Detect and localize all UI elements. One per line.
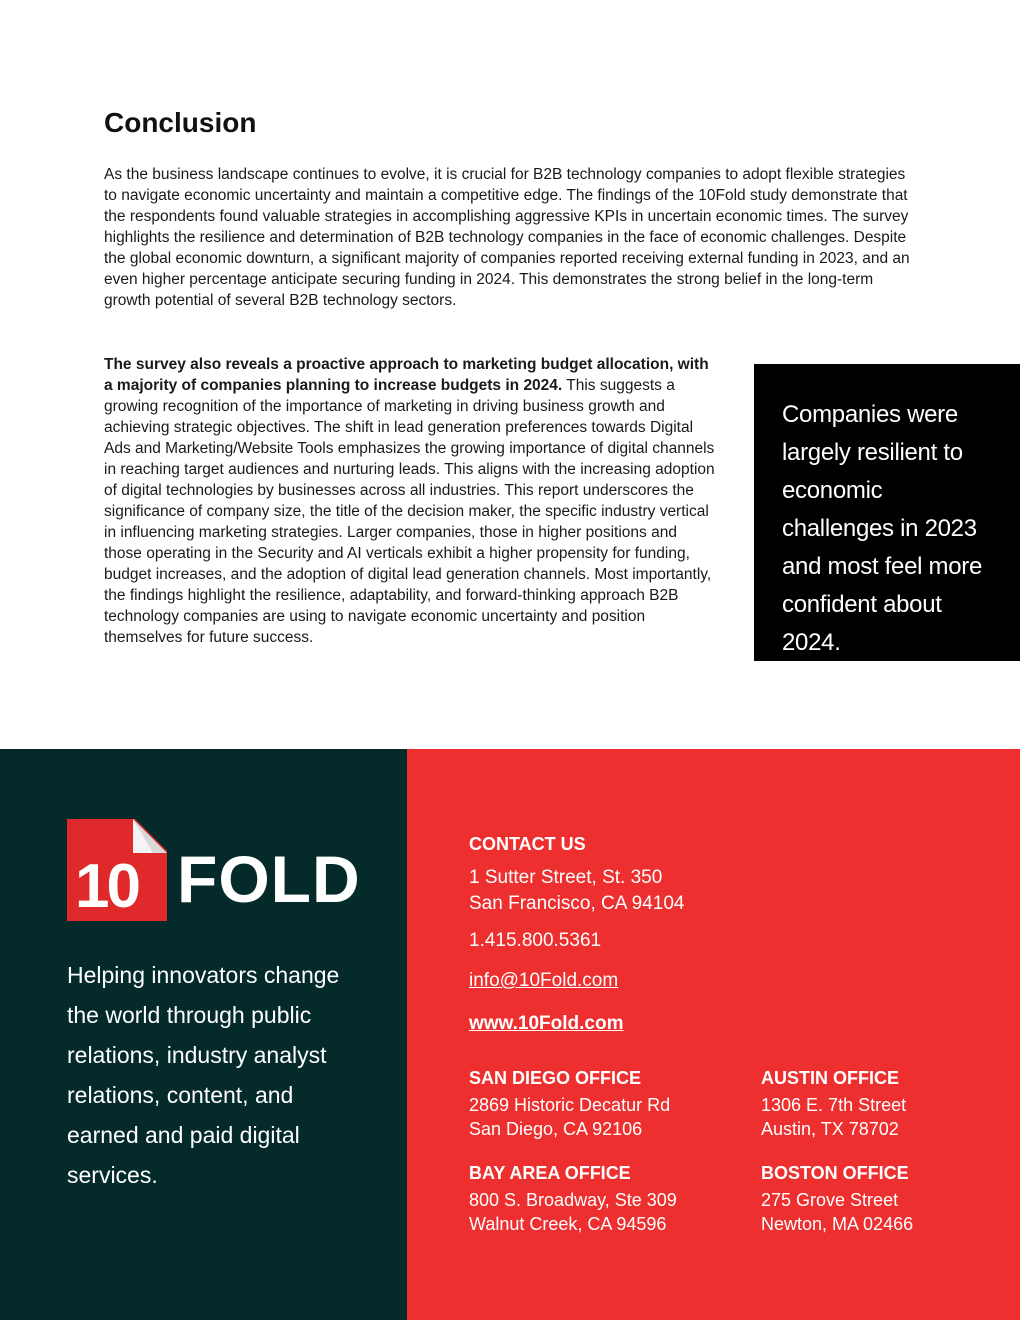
office-address-line-2: Austin, TX 78702 [761, 1119, 899, 1139]
address-line-2: San Francisco, CA 94104 [469, 893, 685, 914]
office-bay-area [469, 1163, 677, 1236]
conclusion-paragraph-2 [104, 354, 716, 648]
office-san-diego [469, 1068, 670, 1141]
office-name: AUSTIN OFFICE [761, 1068, 899, 1088]
office-address-line-2: San Diego, CA 92106 [469, 1119, 643, 1139]
office-address-line-1: 800 S. Broadway, Ste 309 [469, 1190, 677, 1210]
logo-wordmark: FOLD [177, 842, 361, 916]
10fold-logo [67, 819, 367, 921]
office-address-line-2: Walnut Creek, CA 94596 [469, 1214, 667, 1234]
conclusion-paragraph-1: As the business landscape continues to evolve, it is crucial for B2B technology companies to adopt flexible strategies to navigate economic uncertainty and maintain a competitive edge. The findings of the 10Fold study demonstrate that the respondents found valuable strategies in accomplishing aggressive KPIs in uncertain economic times. The survey highlights the resilience and determination of B2B technology companies in the face of economic challenges. Despite the global economic downturn, a significant majority of companies reported receiving external funding in 2023, and an even higher percentage anticipate securing funding in 2024. This demonstrates the strong belief in the long-term growth potential of several B2B technology sectors. [104, 166, 910, 309]
office-name: BOSTON OFFICE [761, 1163, 909, 1183]
office-name: SAN DIEGO OFFICE [469, 1068, 642, 1088]
contact-address [469, 865, 684, 917]
office-boston [761, 1163, 913, 1236]
contact-heading: CONTACT US [469, 834, 586, 854]
footer-tagline: Helping innovators change the world through public relations, industry analyst relations, content, and earned and paid digital services. [67, 962, 340, 1188]
office-austin [761, 1068, 906, 1141]
office-address-line-1: 275 Grove Street [761, 1190, 899, 1210]
contact-email-link[interactable]: info@10Fold.com [469, 970, 619, 991]
office-address-line-1: 1306 E. 7th Street [761, 1095, 907, 1115]
paragraph-2-body: This suggests a growing recognition of the importance of marketing in driving business growth and achieving strategic objectives. The shift in lead generation preferences towards Digital Ads and Marketing/Website Tools emphasizes the growing importance of digital channels in reaching target audiences and nurturing leads. This aligns with the increasing adoption of digital technologies by businesses across all industries. This report underscores the significance of company size, the title of the decision maker, the specific industry vertical in influencing marketing strategies. Larger companies, those in higher positions and those operating in the Security and AI verticals exhibit a higher propensity for funding, budget increases, and the adoption of digital lead generation channels. Most importantly, the findings highlight the resilience, adaptability, and forward-thinking approach B2B technology companies are using to navigate economic uncertainty and position themselves for future success. [104, 377, 715, 646]
logo-number: 10 [75, 852, 138, 921]
logo-mark-icon [67, 819, 167, 921]
callout-text: Companies were largely resilient to economic challenges in 2023 and most feel more confident about 2024. [782, 401, 983, 656]
callout-box [754, 364, 1020, 661]
address-line-1: 1 Sutter Street, St. 350 [469, 867, 663, 888]
paragraph-2-bold-lead: The survey also reveals a proactive approach to marketing budget allocation, with a majority of companies planning to increase budgets in 2024. [104, 356, 709, 394]
office-name: BAY AREA OFFICE [469, 1163, 631, 1183]
office-address-line-2: Newton, MA 02466 [761, 1214, 914, 1234]
office-address-line-1: 2869 Historic Decatur Rd [469, 1095, 671, 1115]
contact-phone: 1.415.800.5361 [469, 930, 602, 951]
page-title: Conclusion [104, 107, 257, 138]
website-link[interactable]: www.10Fold.com [469, 1013, 624, 1034]
